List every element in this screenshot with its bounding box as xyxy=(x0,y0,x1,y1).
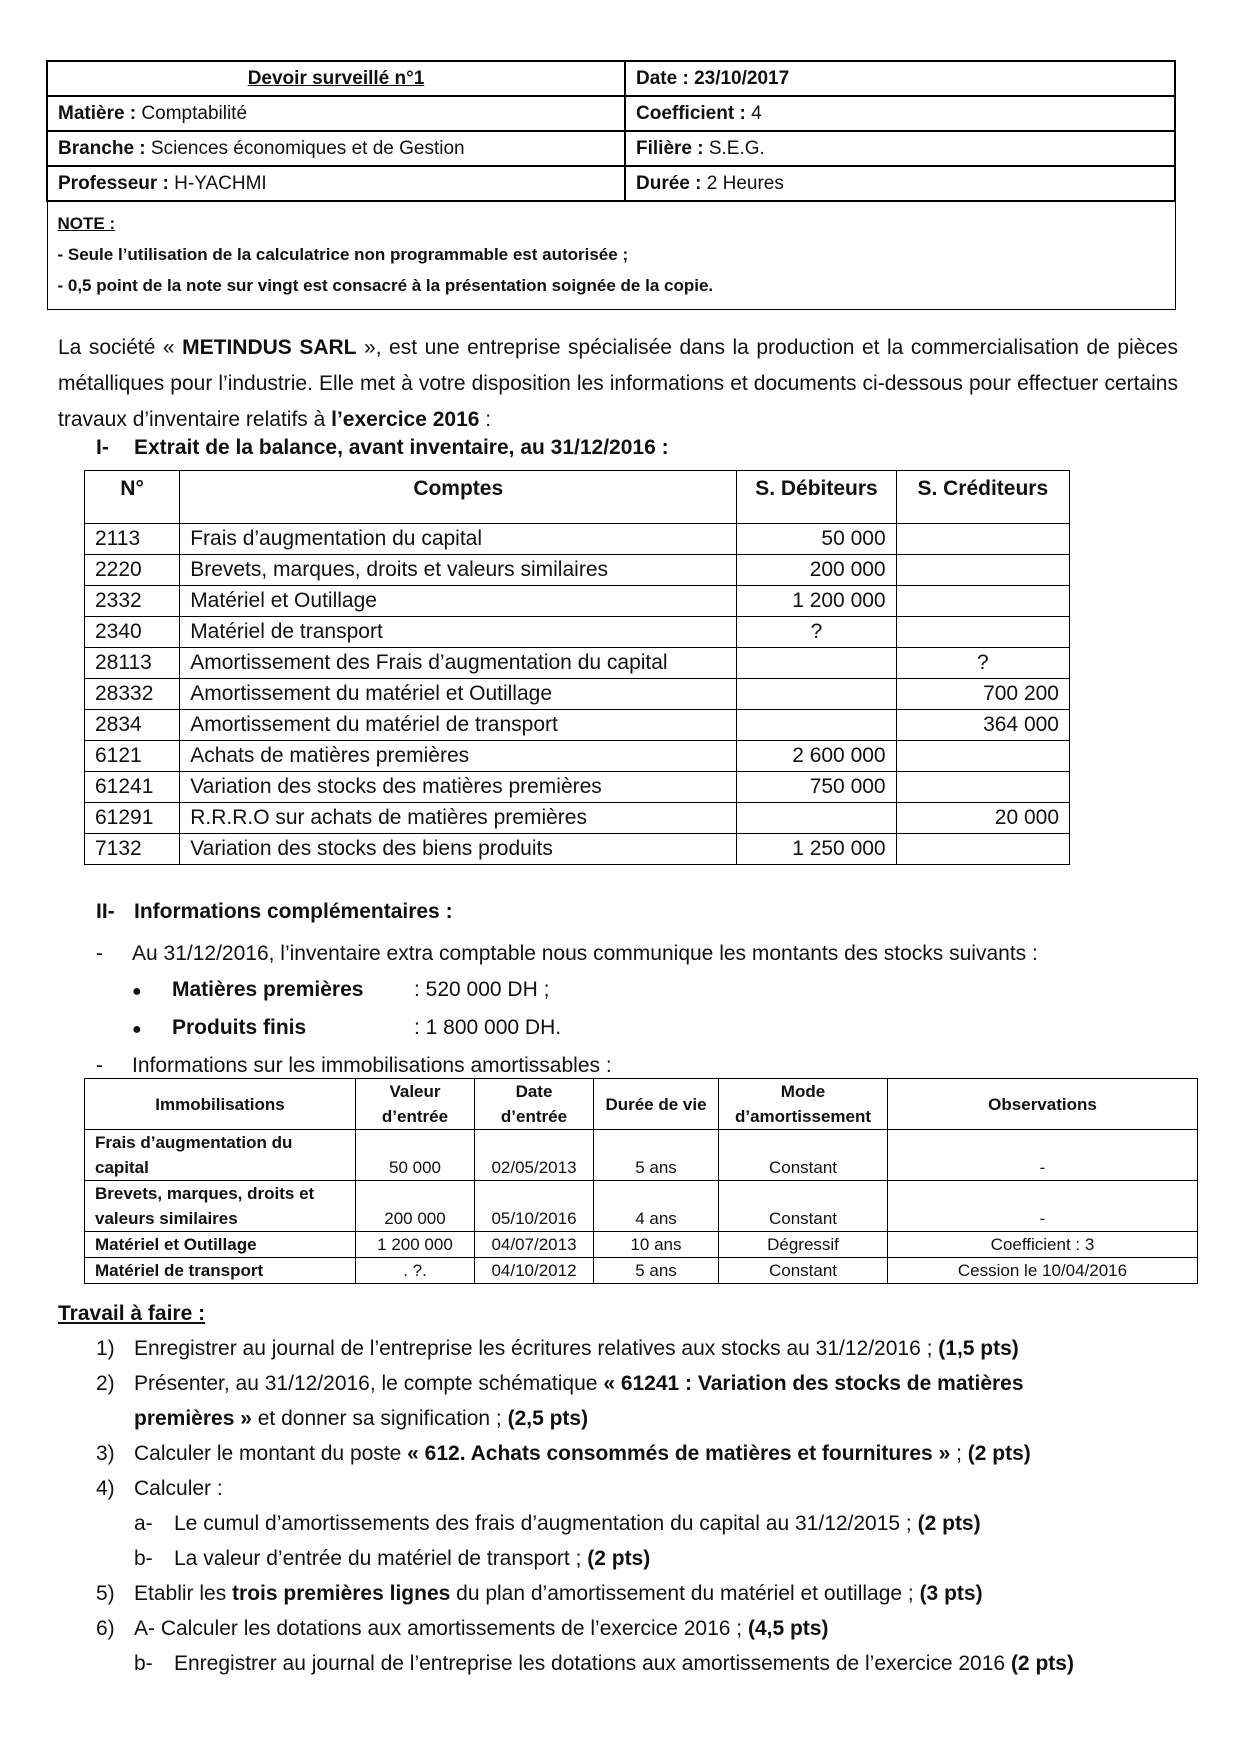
matiere-cell: Matière : Comptabilité xyxy=(47,96,625,131)
list-item: - Au 31/12/2016, l’inventaire extra comptable nous communique les montants des stocks suivants : xyxy=(96,942,1038,965)
duree-cell: Durée : 2 Heures xyxy=(625,166,1175,201)
question-3: 3) Calculer le montant du poste « 612. Achats consommés de matières et fournitures » ; (2 pts) xyxy=(96,1442,1031,1465)
note-line: - 0,5 point de la note sur vingt est consacré à la présentation soignée de la copie. xyxy=(57,276,714,295)
question-2-continued: premières » et donner sa signification ; (2,5 pts) xyxy=(134,1407,589,1430)
valeur-entree: 200 000 xyxy=(356,1181,475,1232)
table-row xyxy=(85,803,1070,834)
debit-balance: 50 000 xyxy=(737,524,896,555)
credit-balance xyxy=(896,524,1069,555)
table-row xyxy=(85,1258,1198,1284)
mode-amortissement: Constant xyxy=(719,1258,888,1284)
credit-balance: ? xyxy=(896,648,1069,679)
table-row xyxy=(85,679,1070,710)
date-entree: 02/05/2013 xyxy=(475,1130,594,1181)
debit-balance xyxy=(737,679,896,710)
header-table xyxy=(46,60,1176,310)
table-row xyxy=(85,1181,1198,1232)
branche-cell: Branche : Sciences économiques et de Gestion xyxy=(47,131,625,166)
note-box xyxy=(47,201,1175,310)
debit-balance xyxy=(737,710,896,741)
debit-balance: 1 200 000 xyxy=(737,586,896,617)
travail-a-faire xyxy=(58,1296,1188,1681)
question-4b: b- La valeur d’entrée du matériel de transport ; (2 pts) xyxy=(134,1547,651,1570)
table-row xyxy=(85,1130,1198,1181)
travail-title: Travail à faire : xyxy=(58,1302,206,1325)
account-number: 2340 xyxy=(85,617,180,648)
valeur-entree: 50 000 xyxy=(356,1130,475,1181)
account-number: 28113 xyxy=(85,648,180,679)
table-header-row: N° Comptes S. Débiteurs S. Créditeurs xyxy=(85,471,1070,524)
account-name: Frais d’augmentation du capital xyxy=(180,524,737,555)
credit-balance xyxy=(896,741,1069,772)
question-4a: a- Le cumul d’amortissements des frais d’augmentation du capital au 31/12/2015 ; (2 pts) xyxy=(134,1512,981,1535)
account-name: Variation des stocks des matières premières xyxy=(180,772,737,803)
credit-balance: 20 000 xyxy=(896,803,1069,834)
debit-balance: ? xyxy=(737,617,896,648)
coefficient-cell: Coefficient : 4 xyxy=(625,96,1175,131)
date-entree: 04/10/2012 xyxy=(475,1258,594,1284)
section-1-title: I- Extrait de la balance, avant inventaire, au 31/12/2016 : xyxy=(96,436,669,459)
mode-amortissement: Dégressif xyxy=(719,1232,888,1258)
table-row xyxy=(85,741,1070,772)
account-name: R.R.R.O sur achats de matières premières xyxy=(180,803,737,834)
account-name: Matériel et Outillage xyxy=(180,586,737,617)
valeur-entree: . ?. xyxy=(356,1258,475,1284)
filiere-cell: Filière : S.E.G. xyxy=(625,131,1175,166)
account-number: 28332 xyxy=(85,679,180,710)
table-row xyxy=(85,555,1070,586)
observations: - xyxy=(888,1130,1198,1181)
immobilisations-table xyxy=(84,1078,1198,1284)
debit-balance xyxy=(737,648,896,679)
account-number: 7132 xyxy=(85,834,180,865)
observations: Coefficient : 3 xyxy=(888,1232,1198,1258)
list-item: - Informations sur les immobilisations amortissables : xyxy=(96,1054,612,1077)
account-name: Amortissement du matériel de transport xyxy=(180,710,737,741)
list-item: ● Matières premières : 520 000 DH ; xyxy=(132,978,550,1001)
question-6b: b- Enregistrer au journal de l’entreprise les dotations aux amortissements de l’exercice 2016 (2 pts) xyxy=(134,1652,1074,1675)
immobilisation-name: Frais d’augmentation du capital xyxy=(85,1130,356,1181)
debit-balance: 2 600 000 xyxy=(737,741,896,772)
table-row xyxy=(85,586,1070,617)
account-number: 61241 xyxy=(85,772,180,803)
table-header-row: Immobilisations Valeur d’entrée Date d’entrée Durée de vie Mode d’amortissement Observations xyxy=(85,1079,1198,1130)
table-row xyxy=(85,834,1070,865)
table-row xyxy=(85,772,1070,803)
account-number: 61291 xyxy=(85,803,180,834)
question-2: 2) Présenter, au 31/12/2016, le compte schématique « 61241 : Variation des stocks de matières xyxy=(96,1372,1024,1395)
duree-vie: 10 ans xyxy=(594,1232,719,1258)
immobilisation-name: Matériel de transport xyxy=(85,1258,356,1284)
account-number: 2113 xyxy=(85,524,180,555)
section-2-title: II- Informations complémentaires : xyxy=(96,900,453,923)
account-name: Achats de matières premières xyxy=(180,741,737,772)
note-title: NOTE : xyxy=(57,214,116,233)
debit-balance xyxy=(737,803,896,834)
account-name: Variation des stocks des biens produits xyxy=(180,834,737,865)
duree-vie: 5 ans xyxy=(594,1258,719,1284)
table-row xyxy=(85,524,1070,555)
account-name: Brevets, marques, droits et valeurs similaires xyxy=(180,555,737,586)
immobilisation-name: Matériel et Outillage xyxy=(85,1232,356,1258)
credit-balance xyxy=(896,617,1069,648)
table-row xyxy=(85,648,1070,679)
question-6: 6) A- Calculer les dotations aux amortissements de l’exercice 2016 ; (4,5 pts) xyxy=(96,1617,829,1640)
account-number: 6121 xyxy=(85,741,180,772)
date-entree: 05/10/2016 xyxy=(475,1181,594,1232)
observations: Cession le 10/04/2016 xyxy=(888,1258,1198,1284)
exam-title: Devoir surveillé n°1 xyxy=(47,61,625,96)
date-cell: Date : 23/10/2017 xyxy=(625,61,1175,96)
account-number: 2332 xyxy=(85,586,180,617)
table-row xyxy=(85,710,1070,741)
balance-table xyxy=(84,470,1070,865)
debit-balance: 1 250 000 xyxy=(737,834,896,865)
account-name: Amortissement du matériel et Outillage xyxy=(180,679,737,710)
credit-balance: 700 200 xyxy=(896,679,1069,710)
mode-amortissement: Constant xyxy=(719,1181,888,1232)
credit-balance xyxy=(896,586,1069,617)
credit-balance xyxy=(896,772,1069,803)
table-row xyxy=(85,617,1070,648)
info-list xyxy=(96,936,1176,1084)
date-entree: 04/07/2013 xyxy=(475,1232,594,1258)
credit-balance xyxy=(896,834,1069,865)
observations: - xyxy=(888,1181,1198,1232)
valeur-entree: 1 200 000 xyxy=(356,1232,475,1258)
account-name: Matériel de transport xyxy=(180,617,737,648)
account-number: 2220 xyxy=(85,555,180,586)
immobilisation-name: Brevets, marques, droits et valeurs similaires xyxy=(85,1181,356,1232)
duree-vie: 4 ans xyxy=(594,1181,719,1232)
professeur-cell: Professeur : H-YACHMI xyxy=(47,166,625,201)
debit-balance: 750 000 xyxy=(737,772,896,803)
credit-balance: 364 000 xyxy=(896,710,1069,741)
list-item: ● Produits finis : 1 800 000 DH. xyxy=(132,1016,562,1039)
account-number: 2834 xyxy=(85,710,180,741)
question-5: 5) Etablir les trois premières lignes du plan d’amortissement du matériel et outillage ; (3 pts) xyxy=(96,1582,983,1605)
question-1: 1) Enregistrer au journal de l’entreprise les écritures relatives aux stocks au 31/12/2016 ; (1,5 pts) xyxy=(96,1337,1019,1360)
company-name: METINDUS SARL xyxy=(182,336,357,359)
intro-paragraph: La société « METINDUS SARL », est une entreprise spécialisée dans la production et la commercialisation de pièces métalliques pour l’industrie. Elle met à votre disposition les informations et documents ci-dessous pour effectuer certains travaux d’inventaire relatifs à l’exercice 2016 : xyxy=(58,336,1178,431)
note-line: - Seule l’utilisation de la calculatrice non programmable est autorisée ; xyxy=(57,245,629,264)
table-row xyxy=(85,1232,1198,1258)
duree-vie: 5 ans xyxy=(594,1130,719,1181)
question-4: 4) Calculer : xyxy=(96,1477,223,1500)
account-name: Amortissement des Frais d’augmentation du capital xyxy=(180,648,737,679)
debit-balance: 200 000 xyxy=(737,555,896,586)
mode-amortissement: Constant xyxy=(719,1130,888,1181)
credit-balance xyxy=(896,555,1069,586)
